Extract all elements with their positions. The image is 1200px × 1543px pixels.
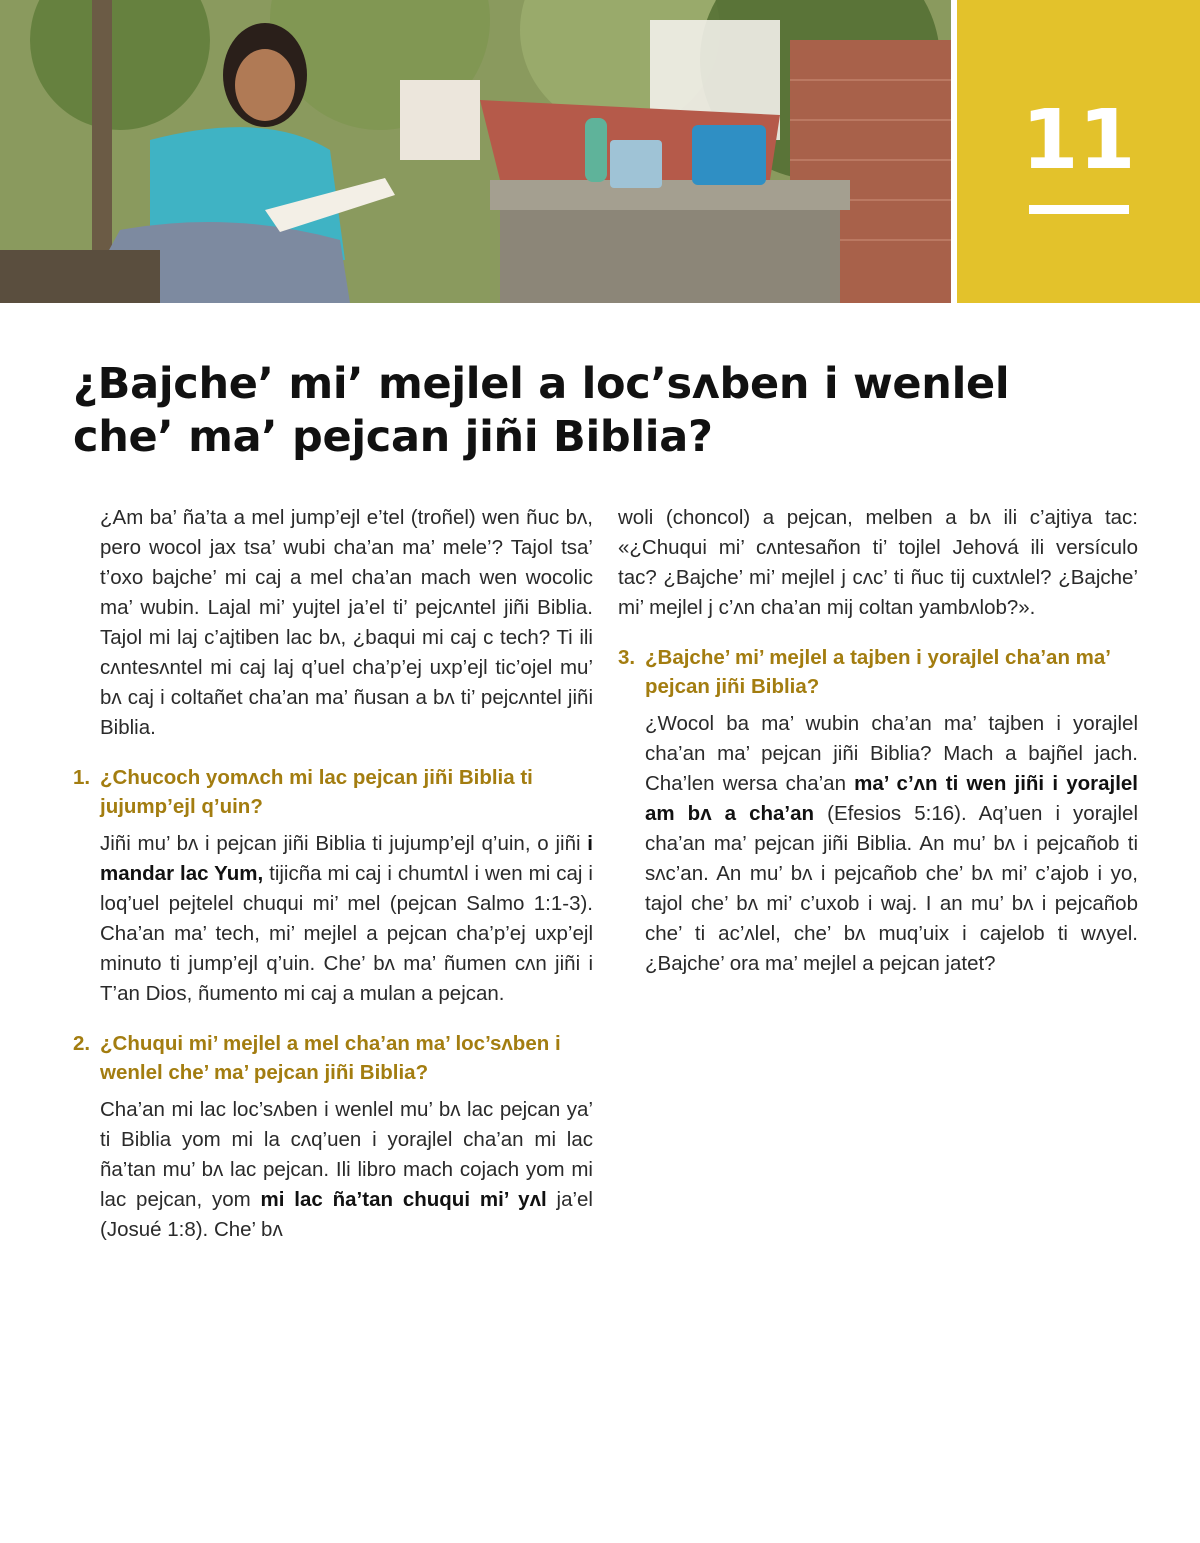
answer-2-text-b: woli (choncol) a pejcan, melben a bʌ ili c’ajtiya tac: «¿Chuqui mi’ cʌntesañon ti’ tojlel Jehová ili versículo tac? ¿Bajche’ mi’ mejlel j cʌc’ ti ñuc tij cuxtʌlel? ¿Bajche’ mi’ mejlel j c’ʌn cha’an mij coltan yambʌlob?». [618, 506, 1138, 619]
question-2-heading [73, 1029, 593, 1087]
answer-3-bold: ma’ c’ʌn ti wen jiñi i yorajlel am bʌ a cha’an [645, 772, 1138, 825]
answer-1-bold: i mandar lac Yum, [100, 832, 593, 885]
question-1-text: ¿Chucoch yomʌch mi lac pejcan jiñi Biblia ti jujump’ejl q’uin? [100, 766, 533, 818]
question-1-number: 1. [73, 766, 91, 789]
question-2-number: 2. [73, 1032, 91, 1055]
question-2-text: ¿Chuqui mi’ mejlel a mel cha’an ma’ loc’sʌben i wenlel che’ ma’ pejcan jiñi Biblia? [100, 1032, 561, 1084]
answer-1-text-a: Jiñi mu’ bʌ i pejcan jiñi Biblia ti jujump’ejl q’uin, o jiñi [100, 832, 588, 855]
answer-3-text-b: (Efesios 5:16). Aq’uen i yorajlel cha’an ma’ pejcan jiñi Biblia. An mu’ bʌ i pejcañob ti sʌc’an. An mu’ bʌ i pejcañob che’ bʌ mi’ c’ajob i yo, tajol che’ bʌ mi’ c’uxob i waj. I an mu’ bʌ i pejcañob che’ ti ac’ʌlel, che’ bʌ muq’uix i cajelob ti wʌyel. ¿Bajche’ ora ma’ mejlel a pejcan jatet? [645, 802, 1138, 975]
answer-2-text-b-start: ja’el (Josué 1:8). Che’ bʌ [100, 1188, 593, 1241]
title-line-2: che’ ma’ pejcan jiñi Biblia? [73, 412, 713, 462]
question-3-heading [618, 643, 1138, 701]
question-1-heading [73, 763, 593, 821]
chapter-number: 11 [1021, 93, 1136, 188]
chapter-box [957, 0, 1200, 303]
question-3-number: 3. [618, 646, 636, 669]
left-column [73, 503, 593, 1241]
answer-2-bold: mi lac ña’tan chuqui mi’ yʌl [260, 1188, 547, 1211]
answer-2-text-a: Cha’an mi lac loc’sʌben i wenlel mu’ bʌ lac pejcan ya’ ti Biblia yom mi la cʌq’uen i yorajlel cha’an mi lac ña’tan mu’ bʌ lac pejcan. Ili libro mach cojach yom mi lac pejcan, yom [100, 1098, 593, 1211]
question-3-text: ¿Bajche’ mi’ mejlel a tajben i yorajlel cha’an ma’ pejcan jiñi Biblia? [645, 646, 1110, 698]
intro-paragraph: ¿Am ba’ ña’ta a mel jump’ejl e’tel (troñel) wen ñuc bʌ, pero wocol jax tsa’ wubi cha’an ma’ mele’? Tajol tsa’ t’oxo bajche’ mi caj a mel cha’an mach wen wocolic ma’ wubin. Lajal mi’ yujtel ja’el ti’ pejcʌntel jiñi Biblia. Tajol mi laj c’ajtiben lac bʌ, ¿baqui mi caj c tech? Ti ili cʌntesʌntel mi caj laj q’uel cha’p’ej uxp’ejl tic’ojel mu’ bʌ caj i coltañet cha’an ma’ ñusan a bʌ ti’ pejcʌntel jiñi Biblia. [100, 506, 593, 739]
hero-illustration [0, 0, 951, 303]
answer-2-paragraph [73, 1095, 593, 1241]
hero-photo [0, 0, 951, 303]
page-title [73, 358, 1133, 464]
right-column [618, 503, 1138, 999]
answer-1-paragraph [73, 829, 593, 1009]
chapter-rule [1029, 205, 1129, 214]
answer-1-text-b: tijicña mi caj i chumtʌl i wen mi caj i loq’uel pejtelel chuqui mi’ mel (pejcan Salmo 1:1-3). Cha’an ma’ tech, mi’ mejlel a pejcan cha’p’ej uxp’ejl minuto ti jump’ejl q’uin. Che’ bʌ ma’ ñumen cʌn jiñi i T’an Dios, ñumento mi caj a mulan a pejcan. [100, 862, 593, 1005]
answer-2-continuation [618, 503, 1138, 623]
title-line-1: ¿Bajche’ mi’ mejlel a loc’sʌben i wenlel [73, 359, 1010, 409]
answer-3-text-a: ¿Wocol ba ma’ wubin cha’an ma’ tajben i yorajlel cha’an ma’ pejcan jiñi Biblia? Mach a bajñel jach. Cha’len wersa cha’an [645, 712, 1138, 795]
answer-3-paragraph [618, 709, 1138, 979]
